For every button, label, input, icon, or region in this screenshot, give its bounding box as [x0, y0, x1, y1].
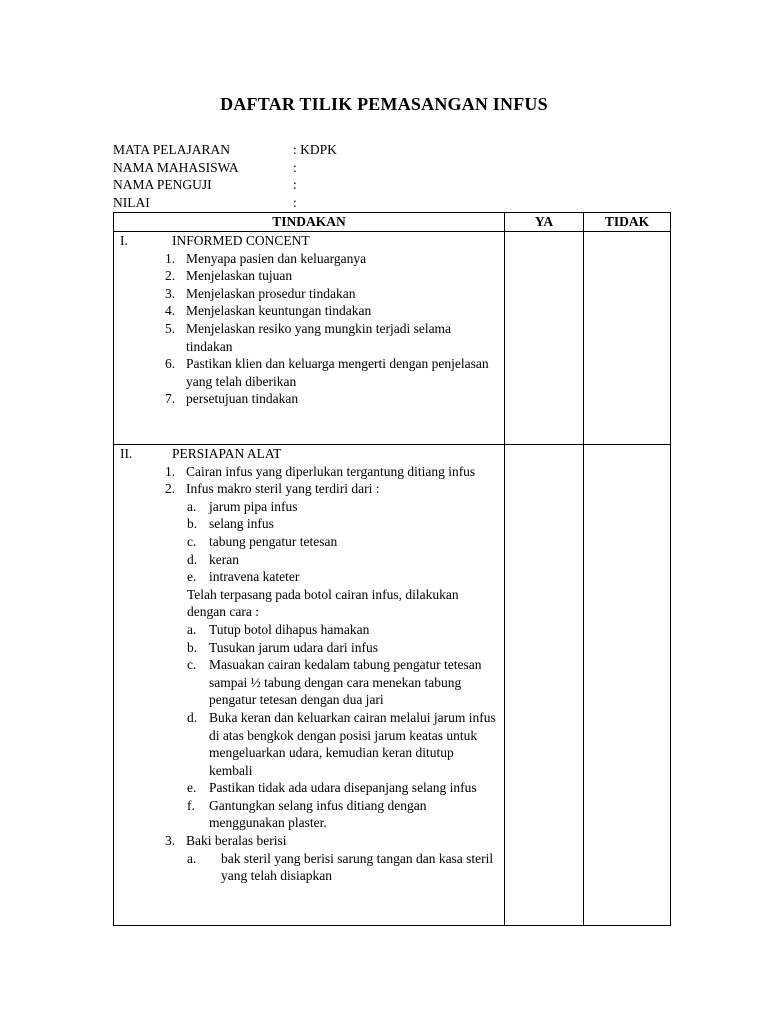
meta-label: MATA PELAJARAN [113, 142, 231, 157]
section-number: I. [120, 233, 128, 248]
item-letter: d. [187, 709, 198, 725]
list-item [114, 390, 504, 408]
list-item [114, 656, 504, 709]
item-letter: a. [187, 498, 197, 514]
list-item [114, 797, 504, 832]
item-number: 2. [165, 268, 176, 284]
section-actions-cell [114, 232, 505, 445]
section-heading [114, 445, 504, 463]
item-number: 5. [165, 320, 176, 336]
ya-checkbox-cell[interactable] [505, 232, 584, 445]
item-text: bak steril yang berisi sarung tangan dan kasa steril yang telah disiapkan [221, 850, 494, 884]
meta-row-subject [113, 141, 337, 159]
list-item [114, 709, 504, 779]
list-item [114, 355, 504, 390]
header-ya: YA [505, 213, 584, 232]
ya-checkbox-cell[interactable] [505, 445, 584, 926]
item-text: Menjelaskan prosedur tindakan [186, 285, 356, 301]
item-text: Infus makro steril yang terdiri dari : [186, 481, 380, 497]
item-letter: a. [187, 621, 197, 637]
list-item [114, 463, 504, 481]
item-letter: c. [187, 533, 197, 549]
section-title: PERSIAPAN ALAT [172, 446, 282, 461]
tidak-checkbox-cell[interactable] [584, 445, 671, 926]
table-header-row [114, 213, 671, 232]
header-tidak: TIDAK [584, 213, 671, 232]
list-item [114, 250, 504, 268]
meta-row-student-name [113, 159, 337, 177]
meta-value: : [293, 159, 297, 175]
item-text: Masuakan cairan kedalam tabung pengatur tetesan sampai ½ tabung dengan cara menekan tabung pengatur tetesan dengan dua jari [209, 657, 482, 708]
list-item [114, 267, 504, 285]
item-letter: e. [187, 569, 197, 585]
list-item [114, 515, 504, 533]
section-persiapan-alat [114, 445, 504, 885]
item-text: selang infus [209, 516, 274, 532]
list-item [114, 480, 504, 498]
checklist-table [113, 212, 671, 926]
section-number: II. [120, 446, 133, 461]
item-text: intravena kateter [209, 569, 300, 585]
tidak-checkbox-cell[interactable] [584, 232, 671, 445]
meta-label: NILAI [113, 194, 150, 210]
list-item [114, 285, 504, 303]
list-item [114, 533, 504, 551]
item-text: Menyapa pasien dan keluarganya [186, 250, 367, 266]
item-letter: c. [187, 657, 197, 673]
item-text: Tutup botol dihapus hamakan [209, 621, 370, 637]
section-heading [114, 232, 504, 250]
item-number: 3. [165, 285, 176, 301]
list-item [114, 302, 504, 320]
item-text: Menjelaskan resiko yang mungkin terjadi selama tindakan [186, 320, 452, 354]
item-text: Tusukan jarum udara dari infus [209, 639, 378, 655]
header-tindakan: TINDAKAN [114, 213, 505, 232]
list-item [114, 320, 504, 355]
meta-label: NAMA MAHASISWA [113, 159, 239, 175]
item-text: jarum pipa infus [209, 498, 298, 514]
item-number: 4. [165, 303, 176, 319]
item-text: persetujuan tindakan [186, 391, 299, 407]
list-item [114, 779, 504, 797]
list-item [114, 832, 504, 850]
item-letter: e. [187, 780, 197, 796]
item-number: 6. [165, 356, 176, 372]
list-item [114, 850, 504, 885]
item-text: Pastikan klien dan keluarga mengerti dengan penjelasan yang telah diberikan [186, 356, 489, 389]
section-row-persiapan-alat [114, 445, 671, 926]
item-text: tabung pengatur tetesan [209, 533, 338, 549]
item-number: 1. [165, 250, 176, 266]
item-text: Gantungkan selang infus ditiang dengan menggunakan plaster. [209, 797, 427, 831]
list-item [114, 621, 504, 639]
meta-row-score [113, 194, 337, 212]
section-actions-cell [114, 445, 505, 926]
item-number: 3. [165, 833, 176, 849]
list-item [114, 551, 504, 569]
item-number: 2. [165, 481, 176, 497]
item-text: Buka keran dan keluarkan cairan melalui jarum infus di atas bengkok dengan posisi jarum keatas untuk mengeluarkan udara, kemudian keran ditutup kembali [209, 709, 496, 778]
meta-label: NAMA PENGUJI [113, 177, 212, 192]
item-text: Menjelaskan keuntungan tindakan [186, 303, 372, 319]
list-item [114, 568, 504, 586]
meta-value: : [293, 194, 297, 210]
section-informed-concent [114, 232, 504, 408]
item-text: Baki beralas berisi [186, 833, 287, 849]
item-text: keran [209, 551, 239, 567]
meta-value: : KDPK [293, 142, 337, 157]
item-text: Menjelaskan tujuan [186, 268, 293, 284]
meta-row-examiner [113, 176, 337, 194]
item-number: 7. [165, 391, 176, 407]
item-letter: a. [187, 850, 197, 866]
item-number: 1. [165, 463, 176, 479]
meta-value: : [293, 177, 297, 192]
instruction-text: Telah terpasang pada botol cairan infus, dilakukan dengan cara : [187, 586, 459, 620]
section-row-informed-concent [114, 232, 671, 445]
item-letter: d. [187, 551, 198, 567]
item-letter: b. [187, 516, 198, 532]
item-text: Cairan infus yang diperlukan tergantung ditiang infus [186, 463, 476, 479]
item-text: Pastikan tidak ada udara disepanjang selang infus [209, 780, 477, 796]
list-item [114, 639, 504, 657]
item-letter: b. [187, 639, 198, 655]
list-item [114, 498, 504, 516]
item-letter: f. [187, 797, 195, 813]
document-title: DAFTAR TILIK PEMASANGAN INFUS [220, 94, 548, 114]
student-info [113, 141, 337, 211]
section-title: INFORMED CONCENT [172, 233, 310, 248]
